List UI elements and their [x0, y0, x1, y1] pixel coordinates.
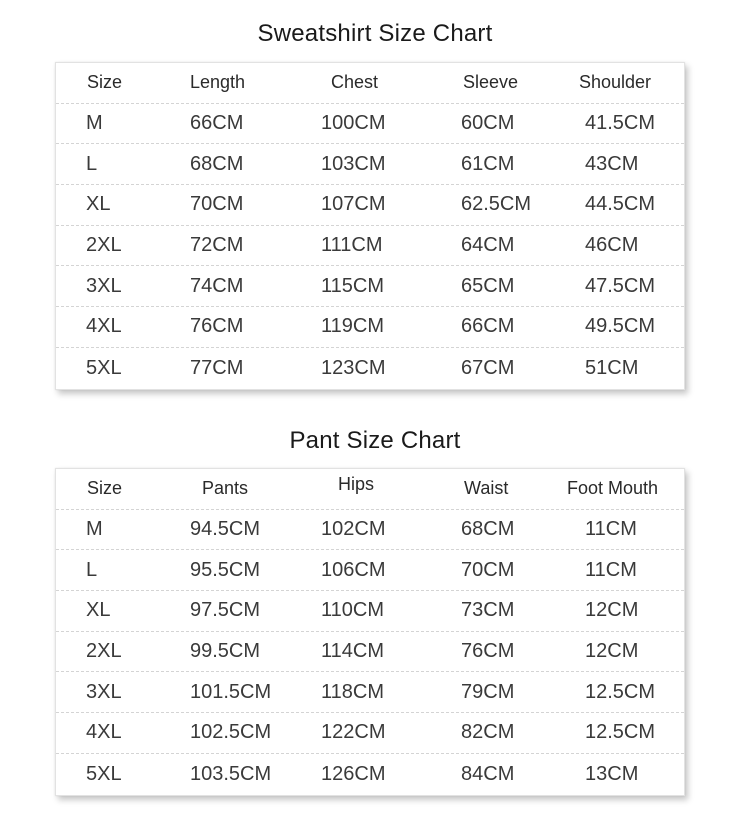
hips-cell: 110CM: [321, 599, 384, 622]
column-header-length: Length: [190, 72, 246, 93]
shoulder-cell: 47.5CM: [585, 274, 656, 297]
size-cell: 3XL: [86, 274, 122, 297]
table-row: [56, 713, 684, 754]
pants-cell: 99.5CM: [190, 640, 261, 663]
column-header-sleeve: Sleeve: [463, 72, 519, 93]
hips-cell: 126CM: [321, 762, 386, 785]
waist-cell: 73CM: [461, 599, 515, 622]
chest-cell: 100CM: [321, 112, 386, 135]
size-cell: M: [86, 112, 103, 135]
table-row: [56, 754, 684, 795]
chest-cell: 111CM: [321, 234, 383, 257]
table-row: [56, 307, 684, 348]
pants-cell: 101.5CM: [190, 680, 272, 703]
length-cell: 70CM: [190, 193, 244, 216]
column-header-foot-mouth: Foot Mouth: [567, 478, 659, 499]
foot-mouth-cell: 12.5CM: [585, 721, 656, 744]
size-cell: XL: [86, 599, 111, 622]
chest-cell: 123CM: [321, 356, 386, 379]
column-header-waist: Waist: [464, 478, 509, 499]
size-cell: 3XL: [86, 680, 122, 703]
table-row: [56, 104, 684, 145]
length-cell: 77CM: [190, 356, 244, 379]
waist-cell: 82CM: [461, 721, 515, 744]
table-row: [56, 550, 684, 591]
size-cell: 4XL: [86, 315, 122, 338]
foot-mouth-cell: 13CM: [585, 762, 639, 785]
table-row: [56, 672, 684, 713]
shoulder-cell: 41.5CM: [585, 112, 656, 135]
hips-cell: 102CM: [321, 518, 386, 541]
length-cell: 74CM: [190, 274, 244, 297]
size-cell: XL: [86, 193, 111, 216]
waist-cell: 68CM: [461, 518, 515, 541]
chest-cell: 119CM: [321, 315, 384, 338]
table-header-row: [56, 469, 684, 510]
pants-cell: 103.5CM: [190, 762, 272, 785]
table-row: [56, 185, 684, 226]
table-row: [56, 144, 684, 185]
waist-cell: 70CM: [461, 558, 515, 581]
size-cell: 5XL: [86, 356, 122, 379]
table-row: [56, 591, 684, 632]
table-row: [56, 632, 684, 673]
pants-cell: 102.5CM: [190, 721, 272, 744]
foot-mouth-cell: 11CM: [585, 518, 637, 541]
foot-mouth-cell: 12CM: [585, 640, 639, 663]
pant-size-table: [55, 468, 685, 796]
hips-cell: 106CM: [321, 558, 386, 581]
length-cell: 68CM: [190, 152, 244, 175]
shoulder-cell: 46CM: [585, 234, 639, 257]
sleeve-cell: 61CM: [461, 152, 515, 175]
column-header-shoulder: Shoulder: [579, 72, 652, 93]
hips-cell: 114CM: [321, 640, 384, 663]
column-header-size: Size: [87, 72, 123, 93]
foot-mouth-cell: 11CM: [585, 558, 637, 581]
column-header-pants: Pants: [202, 478, 249, 499]
hips-cell: 118CM: [321, 680, 384, 703]
sleeve-cell: 66CM: [461, 315, 515, 338]
waist-cell: 76CM: [461, 640, 515, 663]
size-cell: M: [86, 518, 103, 541]
table-row: [56, 266, 684, 307]
chest-cell: 115CM: [321, 274, 384, 297]
length-cell: 76CM: [190, 315, 244, 338]
chest-cell: 107CM: [321, 193, 386, 216]
pants-cell: 97.5CM: [190, 599, 261, 622]
table-row: [56, 510, 684, 551]
foot-mouth-cell: 12CM: [585, 599, 639, 622]
sleeve-cell: 65CM: [461, 274, 515, 297]
chest-cell: 103CM: [321, 152, 386, 175]
size-cell: 2XL: [86, 640, 122, 663]
sweatshirt-size-table: [55, 62, 685, 390]
pants-cell: 94.5CM: [190, 518, 261, 541]
length-cell: 72CM: [190, 234, 244, 257]
sleeve-cell: 67CM: [461, 356, 515, 379]
waist-cell: 84CM: [461, 762, 515, 785]
column-header-chest: Chest: [331, 72, 379, 93]
foot-mouth-cell: 12.5CM: [585, 680, 656, 703]
sleeve-cell: 64CM: [461, 234, 515, 257]
size-cell: 5XL: [86, 762, 122, 785]
waist-cell: 79CM: [461, 680, 515, 703]
column-header-size: Size: [87, 478, 123, 499]
sleeve-cell: 62.5CM: [461, 193, 532, 216]
pants-cell: 95.5CM: [190, 558, 261, 581]
table-row: [56, 226, 684, 267]
shoulder-cell: 43CM: [585, 152, 639, 175]
pant-size-chart-title: Pant Size Chart: [289, 427, 461, 454]
length-cell: 66CM: [190, 112, 244, 135]
size-cell: 4XL: [86, 721, 122, 744]
shoulder-cell: 49.5CM: [585, 315, 656, 338]
table-row: [56, 348, 684, 389]
table-header-row: [56, 63, 684, 104]
shoulder-cell: 51CM: [585, 356, 639, 379]
hips-cell: 122CM: [321, 721, 386, 744]
size-cell: 2XL: [86, 234, 122, 257]
size-cell: L: [86, 152, 98, 175]
size-cell: L: [86, 558, 98, 581]
sweatshirt-size-chart-title: Sweatshirt Size Chart: [257, 20, 493, 47]
column-header-hips: Hips: [338, 474, 375, 495]
shoulder-cell: 44.5CM: [585, 193, 656, 216]
sleeve-cell: 60CM: [461, 112, 515, 135]
